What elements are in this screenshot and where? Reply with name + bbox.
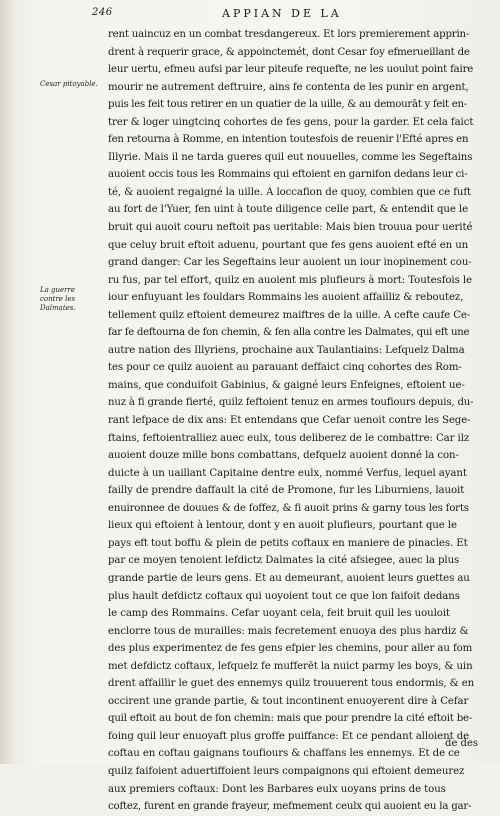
text-line: far fe deftourna de fon chemin, & fen alla contre les Dalmates, qui eft une [108,327,470,339]
text-line: pays eft tout boffu & plein de petits coftaux en maniere de pinacles. Et [108,537,468,549]
text-line: grand danger: Car les Segeftains leur auoient un iour inopinement cou- [108,257,472,269]
text-line: plus hault defdictz coftaux qui uoyoient tout ce que lon faifoit dedans [108,590,460,602]
text-line: occirent une grande partie, & tout incontinent enuoyerent dire à Cefar [108,695,469,707]
margin-note-guerre-dalmates: La guerre contre les Dalmates. [40,286,76,312]
text-line: failly de prendre daffault la cité de Promone, fur les Liburniens, lauoit [108,485,465,497]
text-line: auoient occis tous les Rommains qui eftoient en garnifon dedans leur ci- [108,169,468,181]
margin-note-cesar-pitoyable: Cesar pitoyable. [40,80,98,88]
text-line: mains, que conduifoit Gabinius, & gaigné leurs Enfeignes, eftoient ue- [108,379,465,391]
text-line: coftau en coftau gaignans toufiours & chaffans les ennemys. Et de ce [108,748,460,760]
text-line: au fort de l'Yuer, fen uint à toute diligence celle part, & entendit que le [108,204,469,216]
text-line: lieux qui eftoient à lentour, dont y en auoit plufieurs, pourtant que le [108,520,457,532]
text-line: enuironnee de douues & de foffez, & fi auoit prins & garny tous les forts [108,502,469,514]
page-number: 246 [92,7,113,18]
text-line: fen retourna à Romme, en intention toutesfois de reuenir l'Efté apres en [108,134,469,146]
text-line: trer & loger uingtcinq cohortes de fes gens, pour la garder. Et cela faict [108,116,474,128]
text-line: quilz faifoient aduertiffoient leurs compaignons qui eftoient demeurez [108,765,465,777]
text-line: iour enfuyuant les fouldars Rommains les auoient affailliz & reboutez, [108,292,464,304]
text-line: coftez, furent en grande frayeur, mefmement ceulx qui auoient eu la gar- [108,801,472,813]
text-line: autre nation des Illyriens, prochaine aux Taulantiains: Lefquelz Dalma [108,344,465,356]
text-line: duicte à un uaillant Capitaine dentre eulx, nommé Verfus, lequel ayant [108,467,467,479]
text-line: bruit qui auoit couru neftoit pas ueritable: Mais bien trouua pour uerité [108,222,473,234]
text-line: drent à requerir grace, & appoinctemét, dont Cesar foy efmerueillant de [108,46,470,58]
text-line: aux premiers coftaux: Dont les Barbares eulx uoyans prins de tous [108,783,446,795]
text-line: enclorre tous de murailles: mais fecretement enuoya des plus hardiz & [108,625,469,637]
text-line: té, & auoient regaigné la uille. A loccafion de quoy, combien que ce fuft [108,186,472,198]
body-text [108,26,474,816]
text-line: tes pour ce quilz auoient au parauant deffaict cinq cohortes des Rom- [108,362,462,374]
text-line: puis les feit tous retirer en un quatier de la uille, & au demourāt y feit en- [108,99,467,111]
text-line: foing quil leur enuoyaft plus groffe puiffance: Et ce pendant alloient de [108,730,470,742]
text-line: grande partie de leurs gens. Et au demeurant, auoient leurs guettes au [108,572,470,584]
text-line: tellement quilz eftoient demeurez maiftres de la uille. A cefte caufe Ce- [108,309,471,321]
text-line: Illyrie. Mais il ne tarda gueres quil eut nouuelles, comme les Segeftains [108,151,473,163]
text-line: drent affaillir le guet des ennemys quilz trouuerent tous endormis, & en [108,678,475,690]
text-line: ftains, feftoientralliez auec eulx, tous deliberez de le combattre: Car ilz [108,432,470,444]
text-line: mourir ne autrement deftruire, ains fe contenta de les punir en argent, [108,81,469,93]
text-line: que celuy bruit eftoit aduenu, pourtant que fes gens auoient efté en un [108,239,469,251]
text-line: met defdictz coftaux, lefquelz fe mufferēt la nuict parmy les boys, & uin [108,660,473,672]
text-line: auoient douze mille bons combattans, defquelz auoient donné la con- [108,450,459,462]
text-line: le camp des Rommains. Cefar uoyant cela, feit bruit quil les uouloit [108,608,450,620]
text-line: leur uertu, efmeu aufsi par leur piteufe requefte, ne les uoulut point faire [108,64,474,76]
text-line: rent uaincuz en un combat tresdangereux. Et lors premierement apprin- [108,29,470,40]
text-line: ru fus, par tel effort, quilz en auoient mis plufieurs à mort: Toutesfois le [108,274,472,286]
text-line: rant lefpace de dix ans: Et entendans que Cefar uenoit contre les Sege- [108,415,471,427]
page-header [92,7,486,23]
text-line: des plus experimentez de fes gens efpier les chemins, pour aller au fom [108,643,473,655]
running-head: APPIAN DE LA [222,7,342,20]
catchword: de des [445,738,478,749]
text-line: quil eftoit au bout de fon chemin: mais que pour prendre la cité eftoit be- [108,713,473,725]
text-line: par ce moyen tenoient lefdictz Dalmates la cité afsiegee, auec la plus [108,555,460,567]
text-line: nuz à fi grande fierté, quilz feftoient tenuz en armes toufiours depuis, du- [108,397,474,409]
page-gutter-shadow [0,0,14,764]
